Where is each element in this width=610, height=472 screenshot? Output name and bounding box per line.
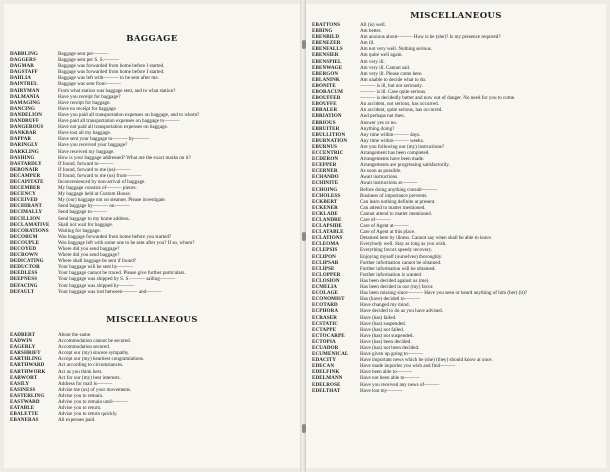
code-word: EDECAN (312, 363, 335, 370)
code-meaning: Baggage sent per S. S.——— (58, 57, 120, 64)
code-word: ECDERON (312, 156, 339, 163)
code-meaning: Your baggage was shipped by S. S.——— sailing——— (58, 276, 176, 283)
code-word: ECUADOR (312, 344, 339, 351)
misc-heading-right: MISCELLANEOUS (410, 11, 502, 21)
code-word: EARTHWORK (10, 368, 46, 375)
code-meaning: Await instructions. (360, 174, 399, 181)
code-meaning: Any time within——— weeks. (360, 137, 424, 144)
code-word: DANKBAR (10, 130, 37, 137)
code-meaning: Accept our (my) sincere sympathy. (58, 350, 130, 357)
code-word: EBENEZER (312, 40, 341, 47)
code-meaning: Advise me (us) of your movements. (58, 386, 132, 393)
code-meaning: Accept our (my) heartiest congratulations. (58, 356, 145, 363)
code-word: ECLATABLE (312, 229, 344, 236)
code-word: ECTAPPE (312, 326, 337, 333)
code-meaning: Enjoying myself (ourselves) thoroughly. (360, 253, 443, 260)
code-word: DEFACING (10, 282, 38, 289)
code-word: EDELTHAT (312, 387, 341, 394)
code-word: EARWORT (10, 374, 38, 381)
code-meaning: Accommodation secured. (58, 344, 111, 351)
code-word: EATABLE (10, 405, 35, 412)
code-meaning: Cannot attend to matter mentioned. (360, 210, 433, 217)
code-word: DECROWN (10, 252, 38, 259)
code-meaning: Baggage sent per——— (58, 51, 109, 57)
code-entry (10, 417, 296, 423)
code-word: EARSHRIFT (10, 350, 41, 357)
code-meaning: Have been able to——— (360, 369, 412, 376)
code-word: EASILY (10, 380, 30, 387)
code-word: DEEPNESS (10, 276, 38, 283)
code-word: EDACITY (312, 357, 337, 364)
code-meaning: Business of importance prevents. (360, 192, 428, 199)
code-word: ECERNER (312, 168, 338, 175)
right-page (306, 4, 606, 468)
code-meaning: Has been missing since——— Have you seen or heard anything of him (her) (it)? (360, 290, 528, 297)
code-meaning: Inconvenienced by non-arrival of baggage. (58, 178, 146, 185)
code-word: EASINESS (10, 386, 36, 393)
code-meaning: Was baggage left with some one to be sent after you? If so, whom? (58, 239, 195, 246)
code-meaning: Have (has) not suspended. (360, 332, 414, 339)
code-meaning: Am very ill. (360, 58, 385, 65)
code-word: ECKBERT (312, 198, 338, 205)
code-word: ECONOMIST (312, 296, 345, 303)
code-word: ECLANDRE (312, 217, 342, 223)
code-meaning: Care of Agent at this place. (360, 229, 416, 236)
code-word: EBBING (312, 28, 333, 35)
code-meaning: Am not very well. Nothing serious. (360, 46, 433, 53)
code-meaning: Arrangement has been completed. (360, 149, 430, 156)
code-word: EBALETTE (10, 411, 39, 418)
code-word: EBATTONS (312, 22, 341, 28)
code-meaning: Your baggage will be sent by——— (58, 264, 133, 271)
code-word: EBULLITION (312, 131, 346, 138)
code-word: DAHLIA (10, 75, 31, 82)
code-meaning: Am ill. (360, 40, 375, 47)
code-meaning: And perhaps not then. (360, 113, 405, 120)
code-word: ECKENER (312, 204, 338, 211)
code-meaning: Have received my baggage. (58, 148, 115, 155)
code-meaning: Have no receipt for baggage. (58, 105, 117, 112)
code-word: ECOTARD (312, 302, 338, 309)
code-meaning: Further information will be obtained. (360, 265, 436, 272)
code-meaning: Send baggage to——— (58, 209, 107, 216)
code-word: ECHINITE (312, 180, 339, 187)
code-word: ECMELIA (312, 284, 338, 291)
code-meaning: Act according to circumstances. (58, 362, 124, 369)
code-word: DECAMPER (10, 172, 41, 179)
code-word: EBONITE (312, 82, 336, 89)
code-meaning: Send baggage to my home address. (58, 215, 130, 222)
code-meaning: Your baggage was shipped by——— (58, 282, 135, 289)
code-word: ECUMENICAL (312, 351, 349, 358)
code-meaning: Have (has) been decided. (360, 338, 412, 345)
code-meaning: Baggage was forwarded from home before I started. (58, 69, 165, 76)
code-word: DECEIVED (10, 197, 38, 204)
code-word: EBOUFFER (312, 95, 341, 102)
code-meaning: Have you received your baggage? (58, 142, 128, 149)
code-meaning: Your baggage was lost between——— and——— (58, 288, 162, 295)
code-word: EDELMANN (312, 375, 343, 382)
code-word: DEBONAIR (10, 166, 39, 173)
left-page (4, 4, 300, 468)
code-meaning: Where shall baggage be sent if found? (58, 258, 137, 265)
code-word: DECAPITATE (10, 178, 44, 185)
code-word: ECLEPSIS (312, 247, 338, 254)
baggage-code-list (10, 51, 296, 295)
code-word: DARINGLY (10, 142, 39, 149)
code-meaning: Was baggage forwarded from home before you started? (58, 233, 172, 240)
code-meaning: Act as you think best. (58, 368, 103, 375)
code-meaning: Have (has) not been decided. (360, 344, 420, 351)
code-word: DECOUPLE (10, 239, 40, 246)
code-word: DECORATIONS (10, 227, 49, 234)
code-word: EASTWARD (10, 399, 40, 406)
code-word: DAIRYMAN (10, 87, 40, 94)
code-entry (10, 289, 296, 295)
code-word: DECHIRANT (10, 203, 43, 210)
code-meaning: Can learn nothing definite at present. (360, 198, 436, 205)
code-word: EBURNUS (312, 143, 338, 150)
code-word: ECKLADE (312, 210, 338, 217)
code-word: DEDICATING (10, 258, 44, 265)
code-meaning: Have receipt for baggage. (58, 99, 111, 106)
code-meaning: Are you following our (my) instructions? (360, 143, 445, 150)
code-meaning: All expenses paid. (58, 417, 96, 424)
code-word: ECEPPER (312, 162, 337, 169)
code-word: DAGMAR (10, 63, 35, 70)
code-word: ECOLAGE (312, 290, 339, 297)
code-word: EBENFALLS (312, 46, 343, 53)
code-meaning: Have (has) failed. (360, 314, 397, 321)
code-word: EBRALER (312, 107, 338, 114)
code-meaning: From what station was baggage sent, and to what station? (58, 87, 176, 94)
code-word: ECLAPSIDE (312, 223, 343, 230)
code-meaning: Have made inquiries you wish and find——— (360, 363, 456, 370)
code-meaning: About the same. (58, 332, 92, 338)
code-word: DEFAULT (10, 288, 35, 295)
code-word: DECLAMATIVE (10, 221, 50, 228)
code-word: DANGEROUS (10, 124, 44, 131)
code-word: ECLOSION (312, 277, 340, 284)
code-meaning: Everybody well. Stay as long as you wish. (360, 241, 447, 248)
code-entry (312, 388, 602, 394)
code-meaning: Have decided to do as you have advised. (360, 308, 443, 315)
code-meaning: Have you paid all transportation expenses on baggage, and to whom? (58, 111, 200, 118)
code-word: ECHANDO (312, 174, 339, 181)
baggage-heading: BAGGAGE (126, 34, 178, 44)
code-word: DAPPAR (10, 136, 32, 143)
code-word: DAGSTAFF (10, 69, 38, 76)
code-meaning: Your baggage cannot be traced. Please give further particulars. (58, 270, 186, 277)
code-meaning: Advise you to return. (58, 405, 102, 412)
code-word: DABBLING (10, 51, 38, 57)
code-word: ECLIPON (312, 253, 336, 260)
code-meaning: Have lost all my baggage. (58, 130, 112, 137)
code-meaning: Have (has) not failed. (360, 326, 405, 333)
code-meaning: Has been decided against us (me). (360, 277, 430, 284)
code-meaning: Have you received any news of——— (360, 381, 440, 388)
code-word: DECENCY (10, 191, 36, 198)
misc-heading-left: MISCELLANEOUS (106, 315, 198, 325)
code-meaning: Waiting for baggage. (58, 227, 101, 234)
misc-code-list-left (10, 332, 296, 423)
code-meaning: Where did you send baggage? (58, 252, 120, 259)
code-word: DAGGERS (10, 57, 36, 64)
code-word: DANCING (10, 105, 36, 112)
code-meaning: Address for mail is——— (58, 380, 113, 387)
code-word: EASTERLING (10, 392, 45, 399)
code-meaning: Act for our (my) best interests. (58, 374, 121, 381)
code-meaning: Everything favors speedy recovery. (360, 247, 433, 254)
code-meaning: Advise you to remain until——— (58, 399, 128, 406)
code-meaning: Arrangements have been made. (360, 156, 425, 163)
code-meaning: Have sent your baggage to——— by——— (58, 136, 150, 143)
code-word: DAMAGING (10, 99, 41, 106)
code-meaning: Before doing anything consult——— (360, 186, 438, 193)
code-word: EBENSIER (312, 52, 339, 59)
code-meaning: Have lost my——— (360, 387, 403, 394)
code-meaning: Baggage was left with——— to be sent after me. (58, 75, 159, 82)
code-word: EBLANINK (312, 76, 340, 83)
code-meaning: Await instructions at——— (360, 180, 418, 187)
code-word: DECORUM (10, 233, 38, 240)
code-meaning: How is your baggage addressed? What are the exact marks on it? (58, 154, 191, 161)
code-meaning: Have changed my mind. (360, 302, 410, 309)
code-meaning: Care of Agent at——— (360, 223, 409, 230)
code-meaning: My baggage consists of——— pieces. (58, 185, 137, 192)
code-word: EBURNATION (312, 137, 348, 144)
code-meaning: Further information cannot be obtained. (360, 259, 442, 266)
code-word: EADBERT (10, 332, 36, 338)
code-meaning: ——— is decidedly better and now out of danger. No need for you to come. (360, 95, 516, 102)
code-word: EBANERAS (10, 417, 39, 424)
code-meaning: Detained here by illness. Cannot say when shall be able to leave. (360, 235, 492, 242)
code-meaning: Answer yes or no. (360, 119, 398, 126)
code-meaning: Advise you to return quickly. (58, 411, 118, 418)
code-word: ECPHORA (312, 308, 339, 315)
code-word: ECRASER (312, 314, 338, 321)
code-meaning: My (our) baggage not on steamer. Please investigate. (58, 197, 166, 204)
code-meaning: Baggage was sent from——— (58, 81, 121, 88)
code-meaning: If found, forward to me (us)——— (58, 166, 131, 173)
code-meaning: Am very ill. Please come here. (360, 70, 423, 77)
code-word: ECLOPPER (312, 271, 341, 278)
code-meaning: An accident, not serious, has occurred. (360, 101, 439, 108)
code-meaning: Have important news which he (she) (they) should know at once. (360, 357, 493, 364)
code-meaning: ——— is ill. Case quite serious. (360, 89, 427, 96)
misc-code-list-right (312, 22, 602, 394)
code-word: DEDUCTOR (10, 264, 40, 271)
code-meaning: Shall not wait for baggage. (58, 221, 114, 228)
code-meaning: Have given up going to——— (360, 351, 424, 358)
code-meaning: Am unable to decide what to do. (360, 76, 427, 83)
code-word: ECHOING (312, 186, 338, 193)
code-word: ECHOLESS (312, 192, 341, 199)
code-meaning: Where did you send baggage? (58, 246, 120, 252)
code-meaning: Care of——— (360, 217, 391, 223)
code-word: EBRIOUS (312, 119, 336, 126)
code-meaning: Have not paid all transportation expenses on baggage. (58, 124, 169, 131)
code-meaning: Accommodation cannot be secured. (58, 338, 131, 345)
code-word: ECLIPSE (312, 265, 335, 272)
code-word: EBENSPIEL (312, 58, 342, 65)
code-word: DECIMALLY (10, 209, 43, 216)
code-word: EADWIN (10, 338, 33, 345)
code-word: EBOUFFE (312, 101, 337, 108)
code-word: EBORACUM (312, 89, 344, 96)
code-meaning: If found, forward to me (us) from——— (58, 172, 142, 179)
code-word: EBRIATION (312, 113, 342, 120)
code-meaning: Am anxious about——— How is he (she)? Is my presence required? (360, 34, 501, 41)
code-word: EBRUITER (312, 125, 340, 132)
code-word: EBENWAGE (312, 64, 343, 71)
code-meaning: Can attend to matter mentioned. (360, 204, 426, 211)
code-word: EARTHLING (10, 356, 42, 363)
code-meaning: Any time within——— days. (360, 131, 421, 138)
code-meaning: All (is) well. (360, 22, 386, 28)
code-word: DASTARDLY (10, 160, 42, 167)
code-meaning: Anything doing? (360, 125, 395, 132)
code-meaning: My baggage held at Custom House. (58, 191, 131, 198)
code-word: DECEMBER (10, 185, 41, 192)
code-meaning: Has (have) decided to——— (360, 296, 420, 303)
code-word: DAINTREL (10, 81, 38, 88)
code-word: ECTOPIA (312, 338, 336, 345)
code-word: EARTHWARD (10, 362, 45, 369)
code-word: DANDRUFF (10, 118, 40, 125)
code-meaning: Further information is wanted. (360, 271, 423, 278)
code-word: ECLIPSAR (312, 259, 339, 266)
code-meaning: Am very ill. Cannot sail. (360, 64, 411, 71)
code-meaning: Advise you to remain. (58, 392, 104, 399)
code-meaning: Have you receipt for baggage? (58, 93, 121, 100)
code-word: ECTOCARPE (312, 332, 345, 339)
code-meaning: Am better. (360, 28, 382, 35)
code-meaning: As soon as possible. (360, 168, 402, 175)
code-word: DALMANIA (10, 93, 40, 100)
code-word: ECSTATIC (312, 320, 339, 327)
code-word: DARKLING (10, 148, 39, 155)
code-word: ECCENTRIC (312, 149, 344, 156)
code-word: EAGERLY (10, 344, 36, 351)
code-meaning: Am quite well again. (360, 52, 403, 59)
code-word: DEEDLESS (10, 270, 38, 277)
code-word: EBERGON (312, 70, 339, 77)
code-meaning: Have not been able to——— (360, 375, 420, 382)
code-word: DANDELION (10, 111, 43, 118)
code-word: ECLEOMA (312, 241, 340, 248)
code-meaning: ——— is ill, but not seriously. (360, 82, 423, 89)
code-meaning: Baggage was forwarded from home before I started. (58, 63, 165, 70)
code-meaning: Have (has) suspended. (360, 320, 406, 327)
code-word: DECOYED (10, 246, 37, 252)
code-meaning: Arrangements are progressing satisfactorily. (360, 162, 450, 169)
code-meaning: If found, forward to——— (58, 160, 114, 167)
code-word: EBENBILD (312, 34, 340, 41)
code-word: EDELROSE (312, 381, 341, 388)
code-meaning: An accident, quite serious, has occurred. (360, 107, 443, 114)
code-meaning: Have paid all transportation expenses on baggage to——— (58, 118, 180, 125)
code-word: EDELFINK (312, 369, 340, 376)
code-word: DECILLION (10, 215, 41, 222)
code-meaning: Has been decided in our (my) favor. (360, 284, 434, 291)
code-word: ECLATIONS (312, 235, 343, 242)
code-word: DASHING (10, 154, 35, 161)
code-meaning: Send baggage by——— on——— (58, 203, 130, 210)
